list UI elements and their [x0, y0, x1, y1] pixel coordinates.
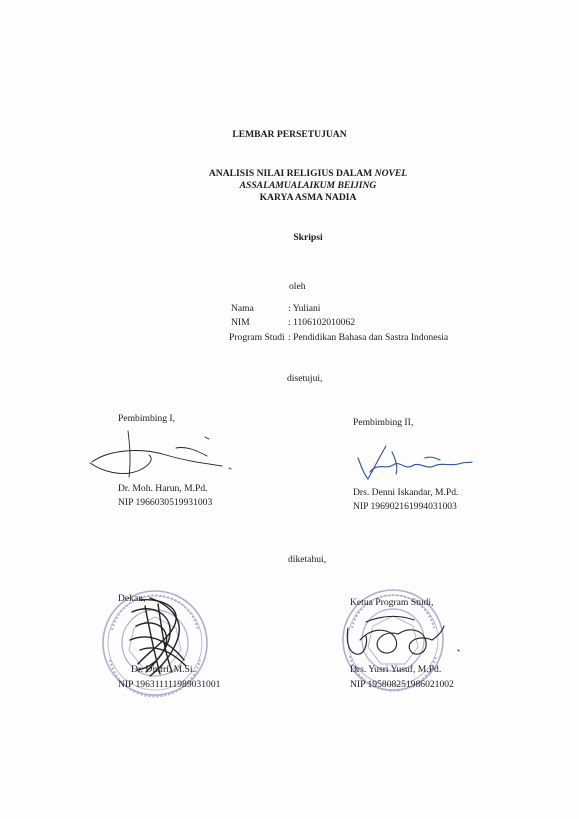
head-nip: NIP 195808251986021002 [350, 679, 454, 690]
signature-head [347, 616, 459, 654]
by-label: oleh [289, 281, 306, 292]
supervisor1-name: Dr. Moh. Harun, M.Pd. [118, 483, 208, 494]
supervisor1-nip: NIP 1966030519931003 [118, 497, 213, 508]
author-nim-value: : 1106102010062 [288, 317, 356, 328]
thesis-title-line-1 [0, 168, 579, 180]
author-name-value: : Yuliani [288, 303, 321, 314]
supervisor1-role: Pembimbing I, [118, 413, 176, 424]
author-nim-label: NIM [231, 317, 250, 328]
author-program-label: Program Studi [229, 332, 285, 343]
page-heading: LEMBAR PERSETUJUAN [232, 129, 347, 140]
signature-supervisor2 [358, 446, 472, 479]
document-type: Skripsi [293, 232, 323, 243]
dean-role: Dekan, [118, 593, 146, 604]
author-program-value: : Pendidikan Bahasa dan Sastra Indonesia [288, 332, 449, 343]
dean-nip: NIP 196311111989031001 [118, 679, 221, 690]
thesis-title-prefix: ANALISIS NILAI RELIGIUS DALAM [208, 168, 375, 179]
thesis-title-line-3: KARYA ASMA NADIA [259, 192, 357, 203]
approved-label: disetujui, [287, 373, 323, 384]
thesis-title-line-2: ASSALAMUALAIKUM BEIJING [239, 180, 377, 191]
supervisor2-role: Pembimbing II, [353, 417, 414, 428]
acknowledged-label: diketahui, [288, 554, 327, 565]
supervisor2-nip: NIP 196902161994031003 [353, 501, 457, 512]
head-role: Ketua Program Studi, [350, 597, 434, 608]
author-name-label: Nama [231, 303, 254, 314]
head-name: Drs. Yusri Yusuf, M.Pd. [350, 664, 442, 675]
thesis-title-novel: NOVEL [374, 168, 408, 179]
supervisor2-name: Drs. Denni Iskandar, M.Pd. [353, 487, 459, 498]
signature-supervisor1 [90, 431, 231, 477]
dean-name: Dr. Djufri, M.Si. [131, 664, 195, 675]
